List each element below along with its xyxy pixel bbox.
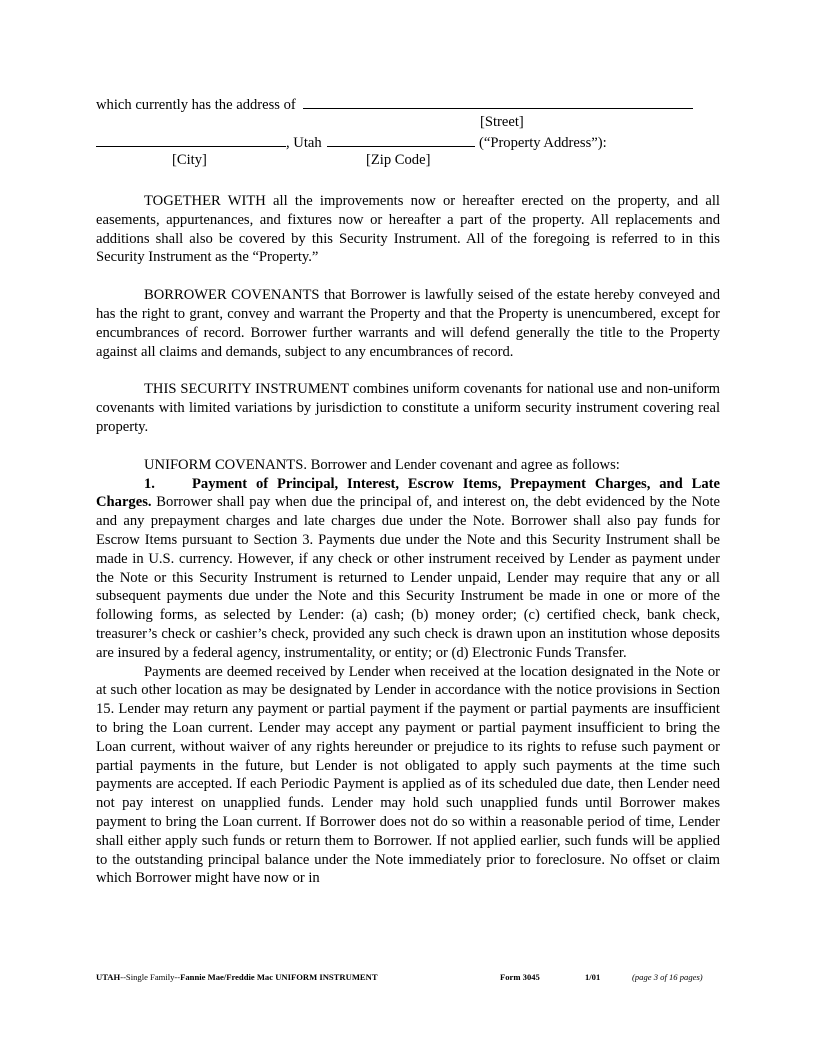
address-line-1 xyxy=(96,94,720,113)
footer-type: --Single Family-- xyxy=(120,972,181,982)
zip-label: [Zip Code] xyxy=(366,152,431,168)
zip-blank xyxy=(327,132,475,147)
borrower-covenants-paragraph: BORROWER COVENANTS that Borrower is lawfully seised of the estate hereby conveyed and has the right to grant, convey and warrant the Property and that the Property is unencumbered, except for encumbrances of record. Borrower further warrants and will defend generally the title to the Property against all claims and demands, subject to any encumbrances of record. xyxy=(96,287,720,360)
footer-form: Form 3045 xyxy=(500,972,540,982)
city-label: [City] xyxy=(172,152,207,168)
document-body xyxy=(96,94,720,888)
footer-instrument: Fannie Mae/Freddie Mac UNIFORM INSTRUMENT xyxy=(180,972,378,982)
footer-page: (page 3 of 16 pages) xyxy=(632,972,703,982)
section-1-paragraph xyxy=(96,475,720,663)
state-text: , Utah xyxy=(286,135,322,151)
this-security-instrument-paragraph: THIS SECURITY INSTRUMENT combines uniform covenants for national use and non-uniform covenants with limited variations by jurisdiction to constitute a uniform security instrument covering real property. xyxy=(96,381,720,435)
footer-date: 1/01 xyxy=(585,972,601,982)
section-1-body: Borrower shall pay when due the principal of, and interest on, the debt evidenced by the Note and any prepayment charges and late charges due under the Note. Borrower shall also pay funds for Escrow Items pursuant to Section 3. Payments due under the Note and this Security Instrument shall be made in U.S. currency. However, if any check or other instrument received by Lender as payment under the Note or this Security Instrument is returned to Lender unpaid, Lender may require that any or all subsequent payments due under the Note and this Security Instrument be made in one or more of the following forms, as selected by Lender: (a) cash; (b) money order; (c) certified check, bank check, treasurer’s check or cashier’s check, provided any such check is drawn upon an institution whose deposits are insured by a federal agency, instrumentality, or entity; or (d) Electronic Funds Transfer. xyxy=(96,494,720,661)
street-label-row xyxy=(96,113,720,132)
footer-state: UTAH xyxy=(96,972,121,982)
page-footer xyxy=(96,972,720,986)
section-1-continuation: Payments are deemed received by Lender when received at the location designated in the Note or at such other location as may be designated by Lender in accordance with the notice provisions in Section 15. Lender may return any payment or partial payment if the payment or partial payments are insufficient to bring the Loan current. Lender may accept any payment or partial payment insufficient to bring the Loan current, without waiver of any rights hereunder or prejudice to its rights to refuse such payment or partial payments in the future, but Lender is not obligated to apply such payments at the time such payments are accepted. If each Periodic Payment is applied as of its scheduled due date, then Lender need not pay interest on unapplied funds. Lender may hold such unapplied funds until Borrower makes payment to bring the Loan current. If Borrower does not do so within a reasonable period of time, Lender shall either apply such funds or return them to Borrower. If not applied earlier, such funds will be applied to the outstanding principal balance under the Note immediately prior to foreclosure. No offset or claim which Borrower might have now or in xyxy=(96,663,720,887)
section-1-number: 1. xyxy=(144,475,155,492)
city-zip-label-row xyxy=(96,151,720,173)
address-line-2 xyxy=(96,132,720,151)
footer-left xyxy=(96,972,378,982)
uniform-covenants-paragraph: UNIFORM COVENANTS. Borrower and Lender covenant and agree as follows: xyxy=(144,456,620,473)
street-blank xyxy=(303,94,693,109)
street-label: [Street] xyxy=(480,114,524,130)
together-with-paragraph: TOGETHER WITH all the improvements now or hereafter erected on the property, and all easements, appurtenances, and fixtures now or hereafter a part of the property. All replacements and additions shall also be covered by this Security Instrument. All of the foregoing is referred to in this Security Instrument as the “Property.” xyxy=(96,193,720,266)
section-1-heading: Payment of Principal, Interest, Escrow Items, Prepayment Charges, and Late Charges. xyxy=(96,475,720,511)
property-address-text: (“Property Address”): xyxy=(478,135,607,151)
address-intro: which currently has the address of xyxy=(96,97,296,113)
city-blank xyxy=(96,132,286,147)
